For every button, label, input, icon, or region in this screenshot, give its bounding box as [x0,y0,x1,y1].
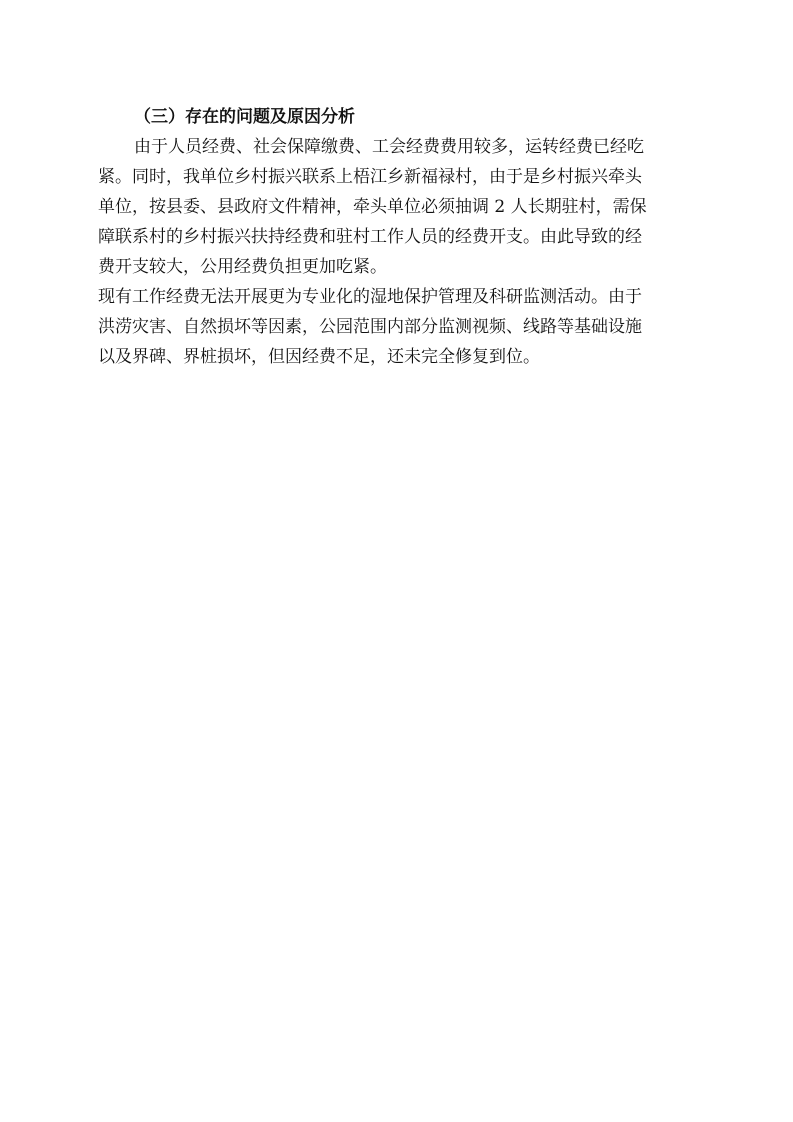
paragraph-line: 现有工作经费无法开展更为专业化的湿地保护管理及科研监测活动。由于 [98,287,642,307]
paragraph-line: 费开支较大，公用经费负担更加吃紧。 [98,257,387,277]
paragraph-infrastructure-damage [98,284,712,374]
paragraph-line: 障联系村的乡村振兴扶持经费和驻村工作人员的经费开支。由此导致的经 [98,227,642,247]
paragraph-funding-pressure [98,134,712,284]
paragraph-line: 以及界碑、界桩损坏，但因经费不足，还未完全修复到位。 [98,347,540,367]
section-heading: （三）存在的问题及原因分析 [134,107,355,127]
paragraph-line: 由于人员经费、社会保障缴费、工会经费费用较多，运转经费已经吃 [134,137,644,157]
document-body [98,104,712,374]
paragraph-line: 紧。同时，我单位乡村振兴联系上梧江乡新福禄村，由于是乡村振兴牵头 [98,167,642,187]
paragraph-line: 洪涝灾害、自然损坏等因素，公园范围内部分监测视频、线路等基础设施 [98,317,642,337]
paragraph-line: 单位，按县委、县政府文件精神，牵头单位必须抽调 2 人长期驻村，需保 [98,197,647,217]
